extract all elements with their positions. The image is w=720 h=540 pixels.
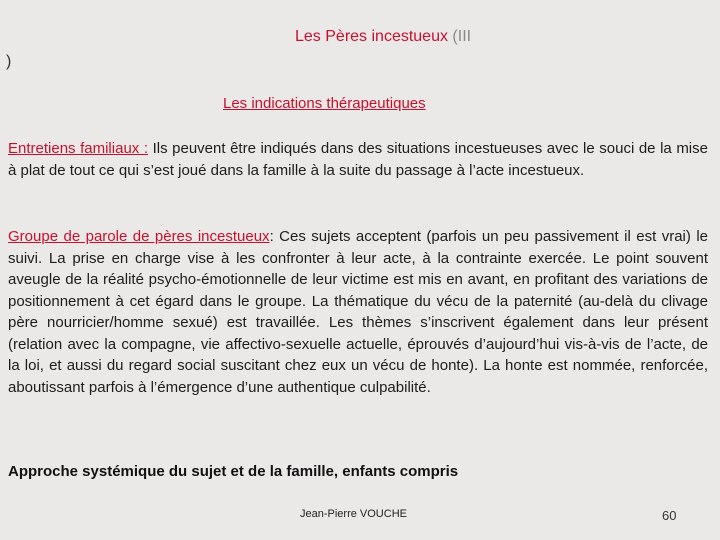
slide-title xyxy=(295,27,471,47)
footer-author: Jean-Pierre VOUCHE xyxy=(300,508,407,520)
paragraph-entretiens xyxy=(8,138,708,181)
title-main: Les Pères incestueux xyxy=(295,28,448,45)
approche-heading: Approche systémique du sujet et de la famille, enfants compris xyxy=(8,463,459,480)
slide-subtitle: Les indications thérapeutiques xyxy=(223,95,426,112)
paragraph-entretiens-lead: Entretiens familiaux : xyxy=(8,140,149,157)
paragraph-groupe-lead: Groupe de parole de pères incestueux xyxy=(8,228,270,245)
title-numeral: (III xyxy=(447,28,472,45)
paragraph-entretiens-text: Ils peuvent être indiqués dans des situations incestueuses avec le souci de la mise à plat de tout ce qui s’est joué dans la famille à la suite du passage à l’acte incestueux. xyxy=(8,140,708,179)
title-continuation: ) xyxy=(6,53,12,70)
paragraph-groupe xyxy=(8,226,708,398)
page-number: 60 xyxy=(662,508,677,523)
paragraph-groupe-text: : Ces sujets acceptent (parfois un peu passivement il est vrai) le suivi. La prise en charge vise à les confronter à leur acte, à la contrainte exercée. Le point souvent aveugle de la réalité psycho-émotionnelle de leur victime est mis en avant, en profitant des variations de positionnement à cet égard dans le groupe. La thématique du vécu de la paternité (au-delà du clivage père nourricier/homme sexué) est travaillée. Les thèmes s’inscrivent également dans leur présent (relation avec la compagne, vie affectivo-sexuelle actuelle, éprouvés d’aujourd’hui vis-à-vis de l’acte, de la loi, et aussi du regard social suscitant chez eux un vécu de honte). La honte est nommée, renforcée, aboutissant parfois à l’émergence d’une authentique culpabilité. xyxy=(8,228,708,396)
